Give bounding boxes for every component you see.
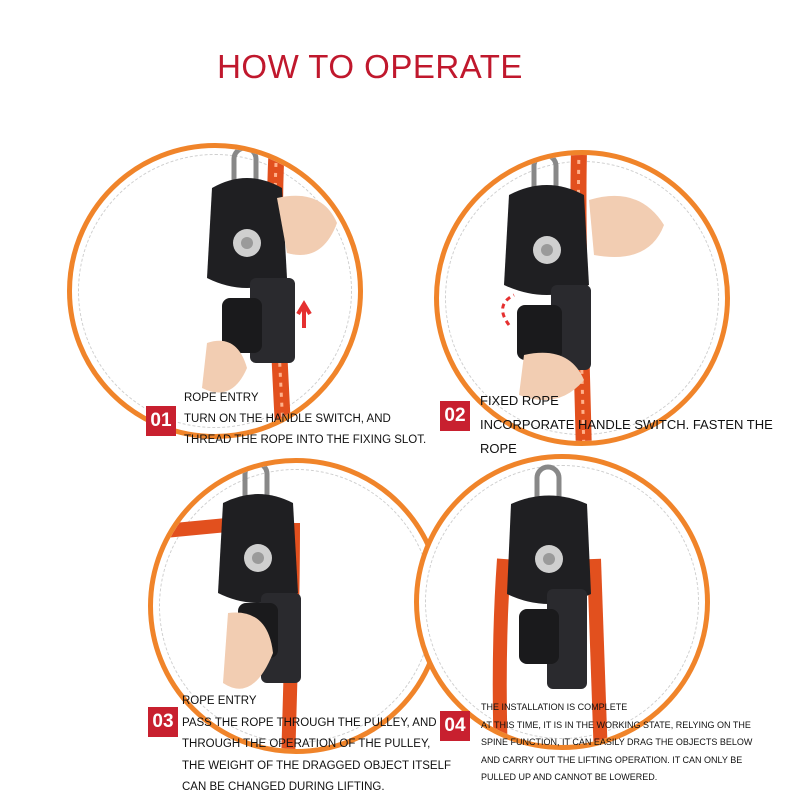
- step-2-line: INCORPORATE HANDLE SWITCH. FASTEN THE: [480, 417, 773, 432]
- step-3-text: [182, 691, 451, 799]
- step-4-badge: 04: [440, 711, 470, 741]
- page-title: HOW TO OPERATE: [217, 48, 523, 85]
- step-1-line: THREAD THE ROPE INTO THE FIXING SLOT.: [184, 434, 427, 446]
- step-2-line: ROPE: [480, 441, 517, 456]
- step-1-badge: 01: [146, 406, 176, 436]
- step-4-heading: THE INSTALLATION IS COMPLETE: [481, 702, 628, 712]
- step-4-line: SPINE FUNCTION, IT CAN EASILY DRAG THE OBJECTS BELOW: [481, 737, 753, 747]
- step-1-heading: ROPE ENTRY: [184, 392, 259, 404]
- step-3-line: PASS THE ROPE THROUGH THE PULLEY, AND: [182, 716, 437, 729]
- step-4-line: AT THIS TIME, IT IS IN THE WORKING STATE, RELYING ON THE: [481, 719, 751, 730]
- step-1-line: TURN ON THE HANDLE SWITCH, AND: [184, 413, 391, 425]
- step-3-heading: ROPE ENTRY: [182, 695, 257, 707]
- step-4-text: [481, 699, 752, 787]
- step-2-heading: FIXED ROPE: [480, 393, 559, 408]
- step-3-line: THROUGH THE OPERATION OF THE PULLEY,: [182, 738, 431, 750]
- step-3-line: CAN BE CHANGED DURING LIFTING.: [182, 781, 385, 793]
- step-4-line: AND CARRY OUT THE LIFTING OPERATION. IT CAN ONLY BE: [481, 754, 743, 765]
- step-2-text: [480, 389, 773, 461]
- step-2-badge: 02: [440, 401, 470, 431]
- step-3-line: THE WEIGHT OF THE DRAGGED OBJECT ITSELF: [182, 759, 452, 772]
- step-1-text: [184, 388, 426, 451]
- step-3-badge: 03: [148, 707, 178, 737]
- step-4-line: PULLED UP AND CANNOT BE LOWERED.: [481, 772, 658, 782]
